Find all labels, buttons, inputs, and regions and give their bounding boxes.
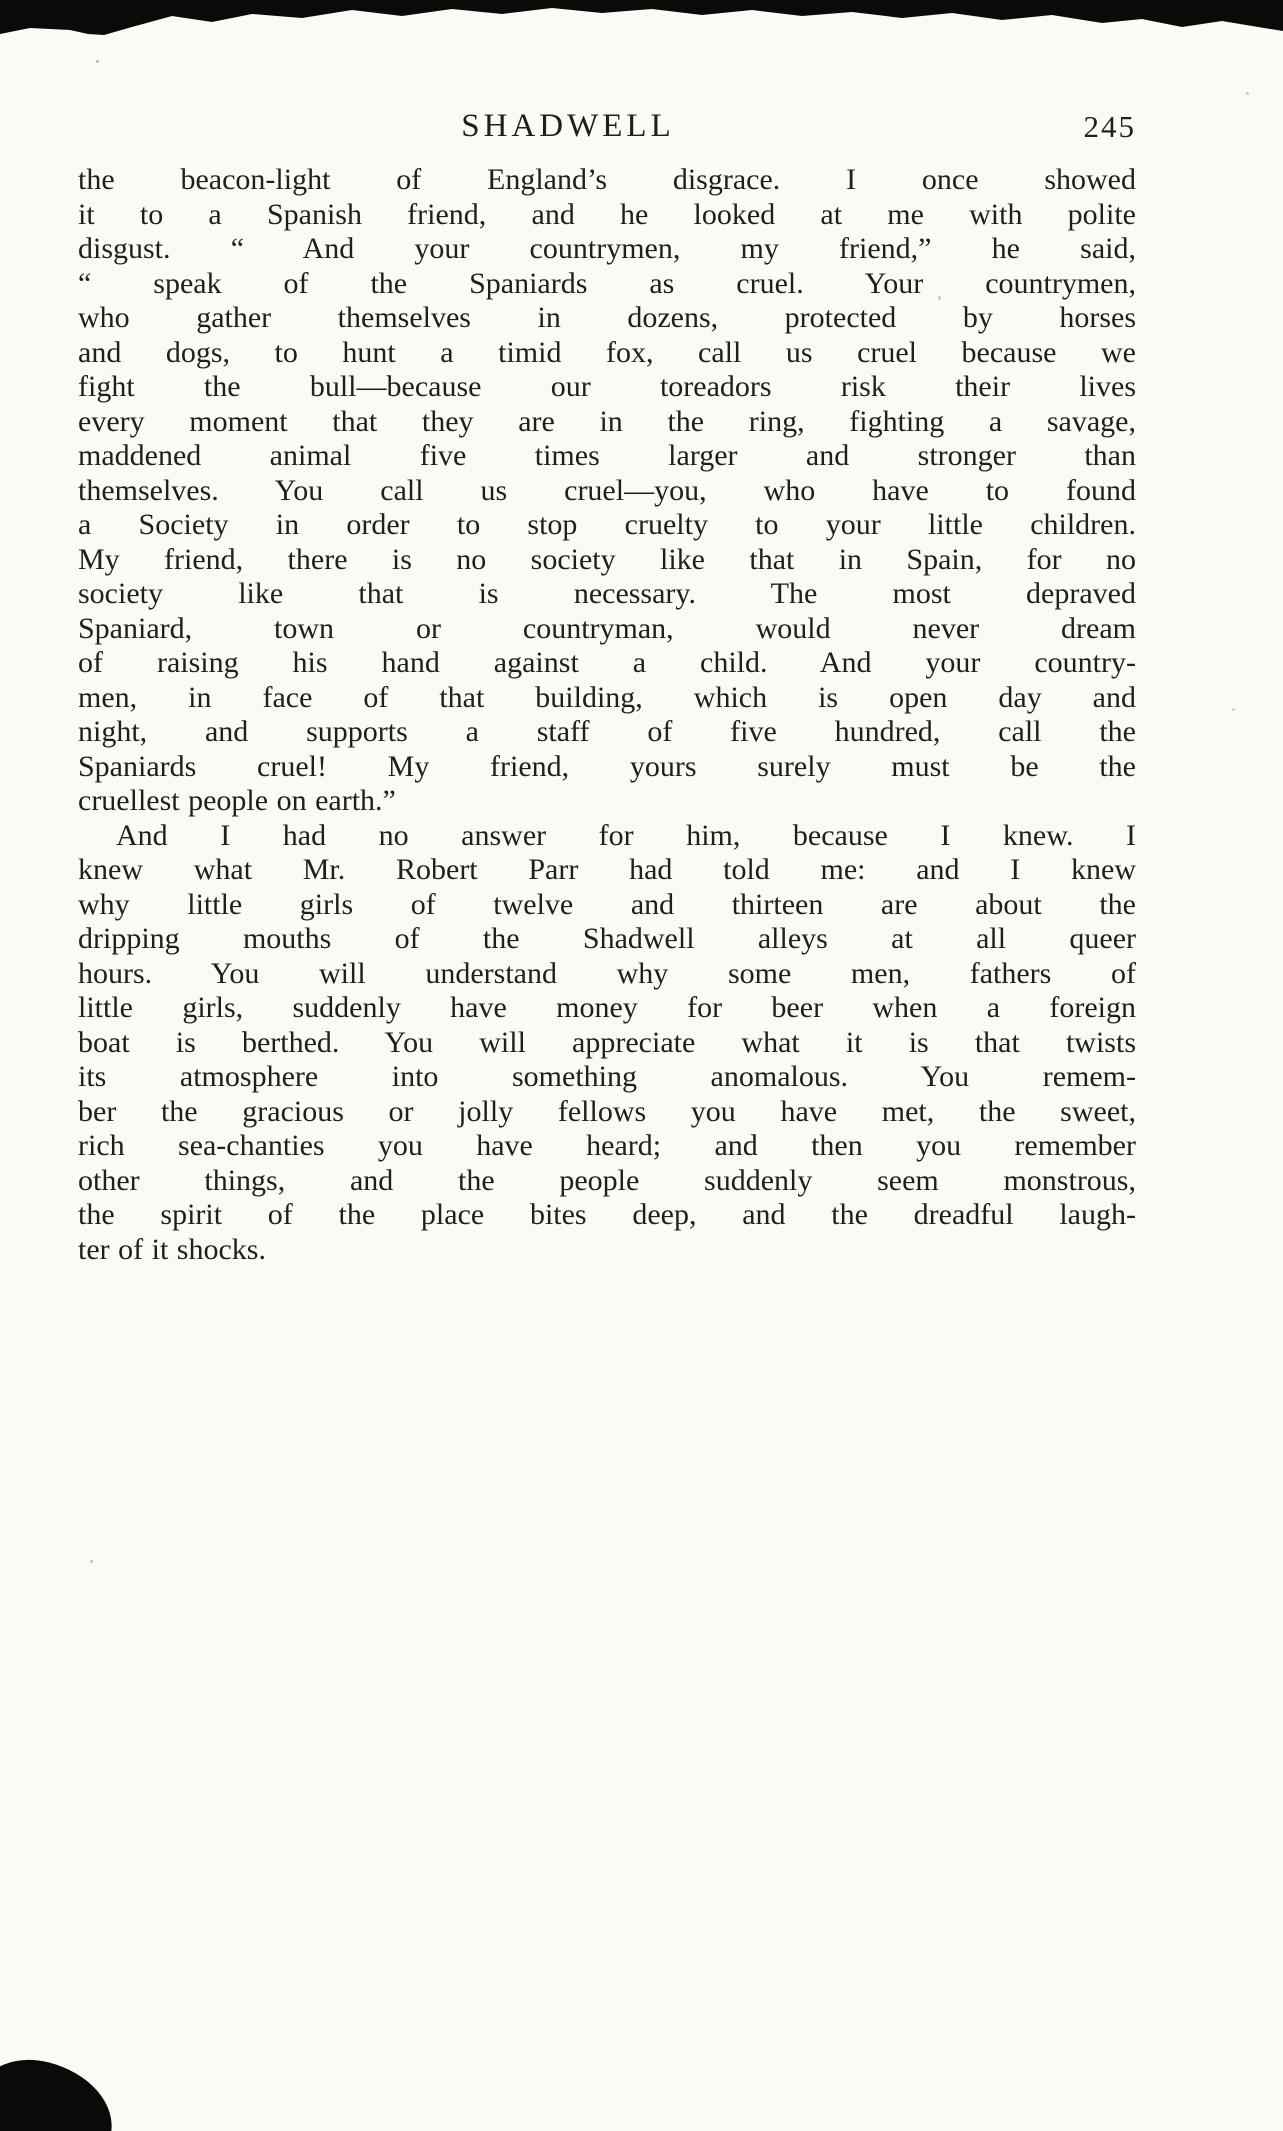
scan-speck xyxy=(1246,92,1249,95)
text-line: every moment that they are in the ring, fighting a savage, xyxy=(78,404,1136,438)
scan-speck xyxy=(1232,708,1235,711)
text-line: why little girls of twelve and thirteen are about the xyxy=(78,887,1136,921)
text-line: themselves. You call us cruel—you, who have to found xyxy=(78,473,1136,507)
scan-speck xyxy=(938,296,941,300)
text-line: And I had no answer for him, because I knew. I xyxy=(116,818,1136,852)
page-number: 245 xyxy=(1083,109,1136,144)
text-line: who gather themselves in dozens, protected by horses xyxy=(78,301,1136,334)
text-line: night, and supports a staff of five hundred, call the xyxy=(78,715,1136,748)
text-line: men, in face of that building, which is open day and xyxy=(78,680,1136,714)
text-line: and dogs, to hunt a timid fox, call us cruel because we xyxy=(78,335,1136,369)
text-line: ber the gracious or jolly fellows you have met, the sweet, xyxy=(78,1094,1136,1128)
scan-torn-edge-top xyxy=(0,0,1283,40)
text-line: hours. You will understand why some men, fathers of xyxy=(78,956,1136,990)
text-line: it to a Spanish friend, and he looked at me with polite xyxy=(78,197,1136,231)
scan-artifact-bottom-left xyxy=(0,2048,124,2131)
text-line: little girls, suddenly have money for beer when a foreign xyxy=(78,991,1136,1024)
text-line: dripping mouths of the Shadwell alleys at all queer xyxy=(78,922,1136,955)
text-line: My friend, there is no society like that in Spain, for no xyxy=(78,542,1136,576)
text-line: “ speak of the Spaniards as cruel. Your countrymen, xyxy=(78,266,1136,300)
text-line: disgust. “ And your countrymen, my friend,” he said, xyxy=(78,232,1136,265)
text-line: cruellest people on earth.” xyxy=(78,784,396,817)
text-line: its atmosphere into something anomalous. You remem- xyxy=(78,1060,1136,1093)
text-line: boat is berthed. You will appreciate what it is that twists xyxy=(78,1025,1136,1059)
text-line: Spaniard, town or countryman, would never dream xyxy=(78,611,1136,645)
text-line: maddened animal five times larger and stronger than xyxy=(78,439,1136,472)
text-line: ter of it shocks. xyxy=(78,1232,266,1266)
body-text xyxy=(78,163,1136,1267)
text-line: knew what Mr. Robert Parr had told me: and I knew xyxy=(78,853,1136,886)
text-line: Spaniards cruel! My friend, yours surely must be the xyxy=(78,749,1136,783)
text-line: other things, and the people suddenly seem monstrous, xyxy=(78,1163,1136,1197)
text-line: the spirit of the place bites deep, and the dreadful laugh- xyxy=(78,1198,1136,1231)
text-line: society like that is necessary. The most depraved xyxy=(78,577,1136,610)
scan-speck xyxy=(96,60,99,63)
text-line: fight the bull—because our toreadors risk their lives xyxy=(78,370,1136,403)
text-line: a Society in order to stop cruelty to your little children. xyxy=(78,508,1136,541)
text-line: rich sea-chanties you have heard; and then you remember xyxy=(78,1129,1136,1162)
page-header xyxy=(78,108,1136,150)
text-line: the beacon-light of England’s disgrace. I once showed xyxy=(78,163,1136,196)
scan-speck xyxy=(90,1560,93,1563)
page-title: SHADWELL xyxy=(461,108,675,144)
text-line: of raising his hand against a child. And your country- xyxy=(78,646,1136,679)
